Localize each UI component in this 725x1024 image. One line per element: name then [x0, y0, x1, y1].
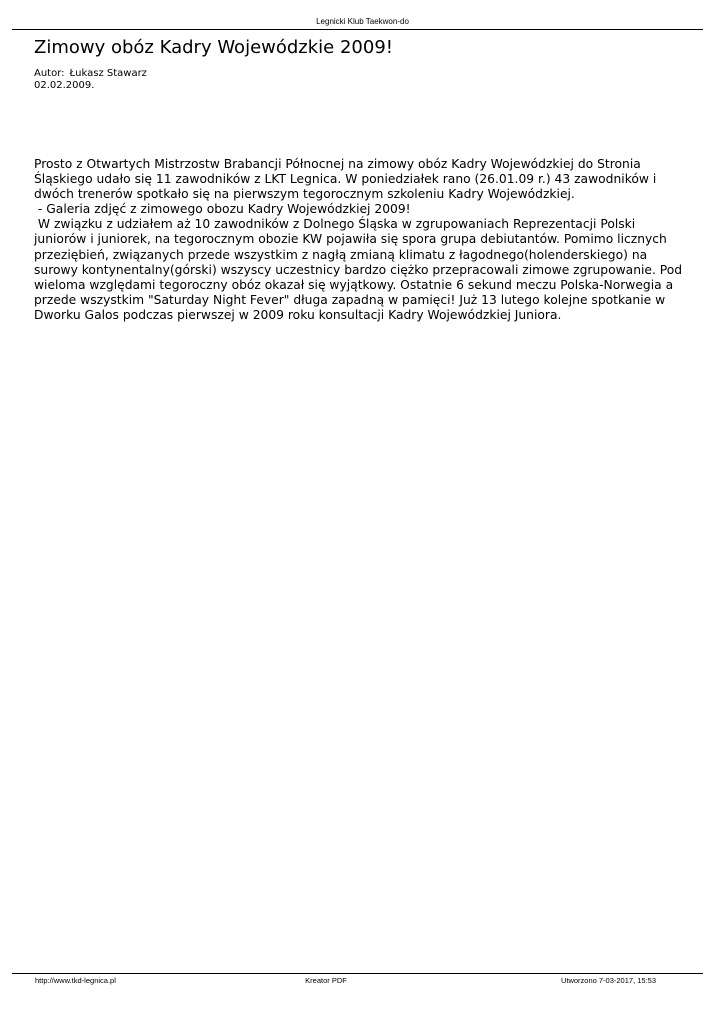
body-line: Dworku Galos podczas pierwszej w 2009 roku konsultacji Kadry Wojewódzkiej Juniora. — [34, 307, 562, 322]
body-line: W związku z udziałem aż 10 zawodników z Dolnego Śląska w zgrupowaniach Reprezentacji Polski — [34, 217, 636, 232]
body-line: Śląskiego udało się 11 zawodników z LKT Legnica. W poniedziałek rano (26.01.09 r.) 43 zawodników i — [34, 172, 657, 187]
body-line: wieloma względami tegoroczny obóz okazał się wyjątkowy. Ostatnie 6 sekund meczu Polska-Norwegia a — [34, 277, 674, 292]
header-divider — [12, 29, 703, 30]
body-line: surowy kontynentalny(górski) wszyscy uczestnicy bardzo ciężko przepracowali zimowe zgrupowanie. Pod — [34, 262, 683, 277]
author-label: Autor: — [34, 68, 65, 79]
article-body — [34, 157, 698, 323]
article-date: 02.02.2009. — [34, 80, 95, 91]
article-meta — [34, 68, 147, 92]
article-title: Zimowy obóz Kadry Wojewódzkie 2009! — [34, 37, 393, 58]
gallery-link[interactable]: - Galeria zdjęć z zimowego obozu Kadry Wojewódzkiej 2009! — [34, 202, 411, 217]
body-line: Prosto z Otwartych Mistrzostw Brabancji Północnej na zimowy obóz Kadry Wojewódzkiej do Stronia — [34, 157, 641, 171]
footer-site-url[interactable]: http://www.tkd-legnica.pl — [35, 976, 116, 985]
body-line: dwóch trenerów spotkało się na pierwszym tegorocznym szkoleniu Kadry Wojewódzkiej. — [34, 187, 575, 202]
footer-created-date: Utworzono 7-03-2017, 15:53 — [560, 976, 656, 985]
body-line: przeziębień, związanych przede wszystkim z nagłą zmianą klimatu z łagodnego(holenderskiego) na — [34, 247, 648, 262]
author-row — [34, 68, 147, 80]
site-header-title: Legnicki Klub Taekwon-do — [316, 17, 409, 26]
author-name: Łukasz Stawarz — [69, 68, 147, 79]
footer-divider — [12, 973, 703, 974]
body-line: juniorów i juniorek, na tegorocznym obozie KW pojawiła się spora grupa debiutantów. Pomimo licznych — [34, 232, 667, 247]
footer-generator: Kreator PDF — [305, 976, 347, 985]
body-line: przede wszystkim "Saturday Night Fever" długa zapadną w pamięci! Już 13 lutego kolejne spotkanie w — [34, 292, 666, 307]
